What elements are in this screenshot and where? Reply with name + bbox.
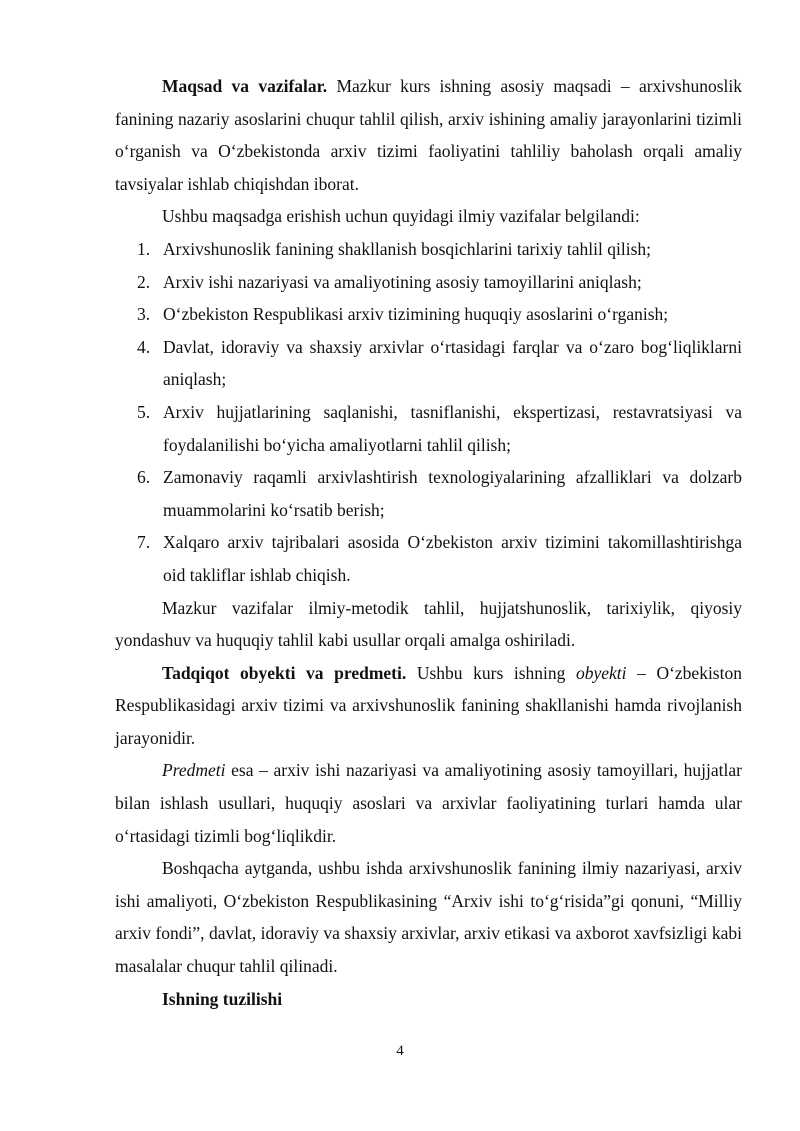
list-item-number: 4. [137, 336, 151, 357]
list-item [137, 233, 742, 266]
list-item-text: Arxiv hujjatlarining saqlanishi, tasniflanishi, ekspertizasi, restavratsiyasi va foydalanilishi boʻyicha amaliyotlarni tahlil qilish; [163, 401, 742, 455]
list-item [137, 396, 742, 461]
subject-text: esa – arxiv ishi nazariyasi va amaliyotining asosiy tamoyillari, hujjatlar bilan ishlash usullari, huquqiy asoslari va arxivlar faoliyatining turlari hamda ular oʻrtasidagi tizimli bogʻliqlikdir. [115, 760, 742, 846]
document-page-body [115, 70, 742, 1015]
structure-heading: Ishning tuzilishi [162, 988, 283, 1009]
list-item [137, 526, 742, 591]
list-item-text: Xalqaro arxiv tajribalari asosida Oʻzbekiston arxiv tizimini takomillashtirishga oid takliflar ishlab chiqish. [163, 532, 742, 585]
list-item-number: 1. [137, 238, 151, 259]
list-item-text: Arxiv ishi nazariyasi va amaliyotining asosiy tamoyillarini aniqlash; [163, 271, 642, 292]
methods-paragraph: Mazkur vazifalar ilmiy-metodik tahlil, hujjatshunoslik, tarixiylik, qiyosiy yondashuv va huquqiy tahlil kabi usullar orqali amalga oshiriladi. [115, 597, 742, 651]
list-item [137, 461, 742, 526]
object-term: obyekti [575, 662, 627, 683]
list-item [137, 298, 742, 331]
list-item-text: Arxivshunoslik fanining shakllanish bosqichlarini tarixiy tahlil qilish; [163, 238, 652, 259]
goals-heading: Maqsad va vazifalar. [162, 76, 328, 96]
list-item-number: 7. [137, 532, 151, 553]
list-item [137, 331, 742, 396]
list-item-text: Oʻzbekiston Respublikasi arxiv tizimining huquqiy asoslarini oʻrganish; [163, 304, 669, 325]
tasks-list [115, 233, 742, 592]
subject-paragraph [115, 754, 742, 852]
goals-paragraph [115, 70, 742, 200]
list-item-number: 3. [137, 304, 151, 325]
summary-paragraph: Boshqacha aytganda, ushbu ishda arxivshunoslik fanining ilmiy nazariyasi, arxiv ishi amaliyoti, Oʻzbekiston Respublikasining “Arxiv ishi toʻgʻrisida”gi qonuni, “Milliy arxiv fondi”, davlat, idoraviy va shaxsiy arxivlar, arxiv etikasi va axborot xavfsizligi kabi masalalar chuqur tahlil qilinadi. [115, 858, 742, 977]
tasks-intro: Ushbu maqsadga erishish uchun quyidagi ilmiy vazifalar belgilandi: [162, 206, 640, 227]
list-item [137, 266, 742, 299]
object-pre-text: Ushbu kurs ishning [406, 662, 576, 683]
list-item-text: Zamonaviy raqamli arxivlashtirish texnologiyalarining afzalliklari va dolzarb muammolarini koʻrsatib berish; [163, 467, 742, 520]
subject-term: Predmeti [162, 760, 226, 781]
object-text: – Oʻzbekiston Respublikasidagi arxiv tizimi va arxivshunoslik fanining shakllanishi hamda rivojlanish jarayonidir. [115, 662, 742, 748]
list-item-number: 5. [137, 401, 151, 422]
list-item-text: Davlat, idoraviy va shaxsiy arxivlar oʻrtasidagi farqlar va oʻzaro bogʻliqliklarni aniqlash; [163, 336, 742, 390]
goals-text: Mazkur kurs ishning asosiy maqsadi – arxivshunoslik fanining nazariy asoslarini chuqur tahlil qilish, arxiv ishining amaliy jarayonlarini tizimli oʻrganish va Oʻzbekistonda arxiv tizimi faoliyatini tahliliy baholash orqali amaliy tavsiyalar ishlab chiqishdan iborat. [115, 76, 743, 194]
page-number: 4 [396, 1043, 404, 1059]
list-item-number: 2. [137, 271, 151, 292]
object-paragraph [115, 657, 742, 755]
list-item-number: 6. [137, 467, 151, 488]
object-heading: Tadqiqot obyekti va predmeti. [162, 662, 407, 683]
